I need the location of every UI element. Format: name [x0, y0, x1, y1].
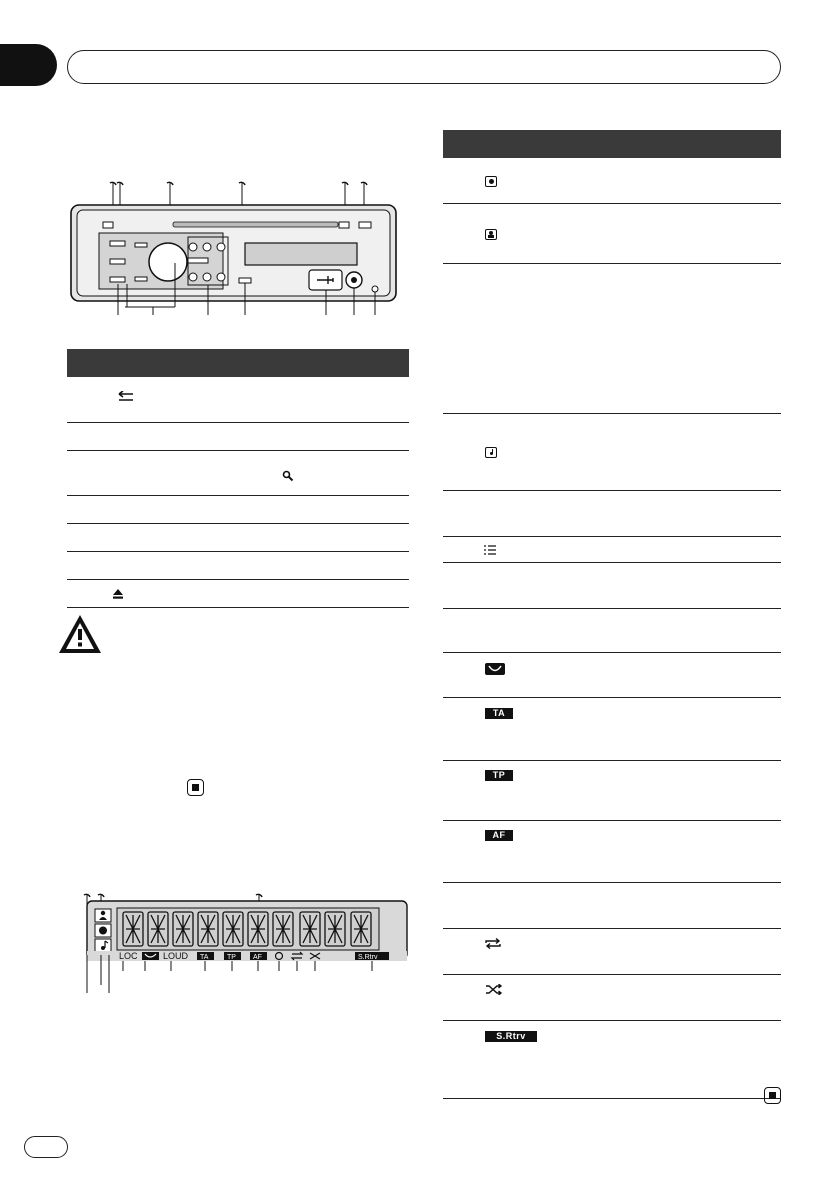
table-row	[443, 264, 781, 414]
magnifier-icon	[282, 470, 294, 482]
table-row	[67, 423, 409, 451]
table-row	[443, 1021, 781, 1099]
end-of-section-icon	[764, 1087, 781, 1104]
table-row	[67, 451, 409, 496]
display-label-ta: TA	[200, 954, 209, 961]
indicator-table-header	[443, 130, 781, 158]
artist-icon-body	[488, 235, 494, 238]
af-badge: AF	[485, 830, 513, 841]
display-indicator-illustration	[67, 875, 412, 995]
table-row	[443, 491, 781, 537]
table-row	[443, 414, 781, 491]
table-row	[443, 537, 781, 563]
table-row	[443, 975, 781, 1021]
table-row	[443, 609, 781, 653]
srtrv-badge: S.Rtrv	[485, 1031, 537, 1042]
sound-retriever-curve-icon	[485, 663, 505, 675]
ta-badge: TA	[485, 708, 513, 719]
table-row	[443, 883, 781, 929]
table-row	[443, 204, 781, 264]
head-unit-illustration	[63, 163, 413, 323]
shuffle-icon	[485, 984, 503, 995]
disc-icon-center	[489, 179, 494, 184]
section-tab	[0, 44, 57, 86]
end-of-section-icon	[187, 779, 204, 796]
display-label-loc: LOC	[119, 951, 138, 961]
table-row	[443, 158, 781, 204]
table-row	[67, 552, 409, 580]
return-arrow-icon	[117, 391, 135, 403]
indicator-table	[443, 130, 781, 1099]
table-row	[443, 821, 781, 883]
table-row	[443, 563, 781, 609]
table-row	[443, 653, 781, 698]
table-row	[67, 377, 409, 423]
controls-table	[67, 349, 409, 608]
language-page-pill	[24, 1136, 68, 1158]
controls-table-header	[67, 349, 409, 377]
eject-icon	[112, 588, 124, 600]
list-icon	[484, 545, 496, 555]
table-row	[67, 580, 409, 608]
tp-badge: TP	[485, 770, 513, 781]
table-row	[443, 929, 781, 975]
display-label-srtrv: S.Rtrv	[358, 954, 378, 961]
table-row	[443, 698, 781, 761]
note-stem	[492, 449, 493, 454]
display-label-loud: LOUD	[163, 951, 189, 961]
table-row	[67, 496, 409, 524]
repeat-icon	[485, 938, 501, 949]
section-title-bar	[67, 50, 781, 84]
table-row	[67, 524, 409, 552]
warning-triangle-icon	[57, 613, 103, 655]
display-label-af: AF	[253, 954, 262, 961]
display-label-tp: TP	[227, 954, 236, 961]
table-row	[443, 761, 781, 821]
